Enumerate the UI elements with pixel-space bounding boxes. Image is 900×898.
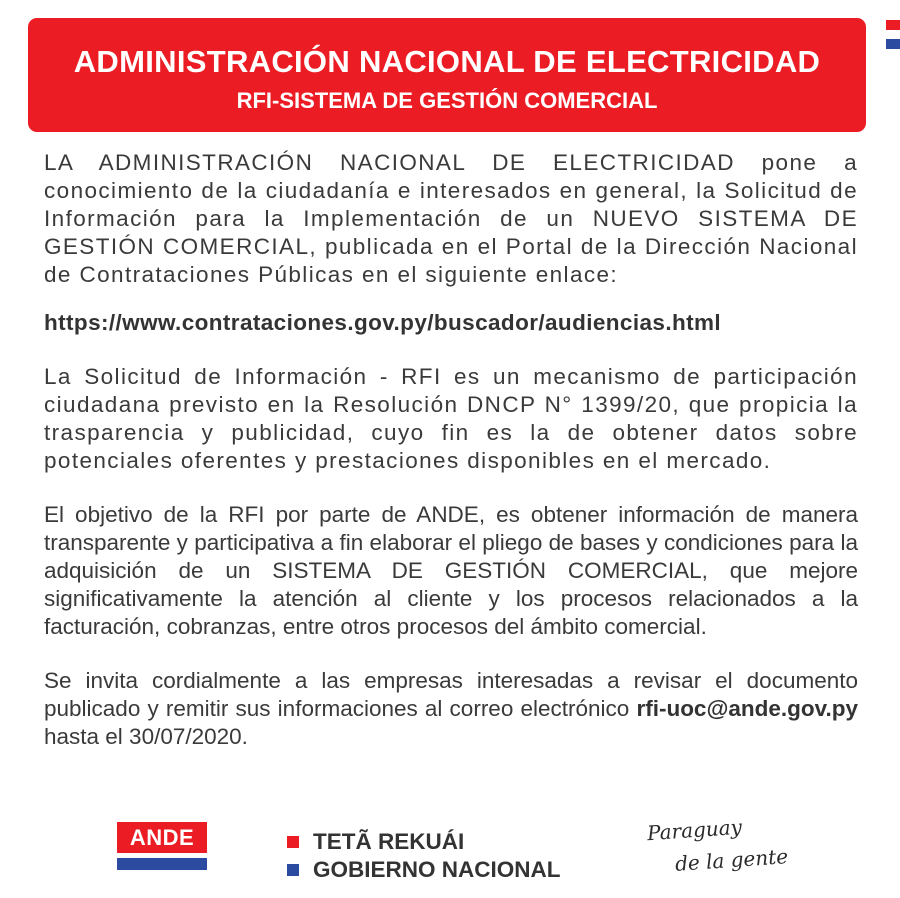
gov-line-2: GOBIERNO NACIONAL [313, 857, 561, 882]
slogan-line-1: Paraguay [646, 814, 743, 846]
portal-link[interactable]: https://www.contrataciones.gov.py/buscador/audiencias.html [44, 310, 722, 335]
paragraph-rfi-definition: La Solicitud de Información - RFI es un mecanismo de participación ciudadana previsto en la Resolución DNCP N° 1399/20, que propicia la trasparencia y publicidad, cuyo fin es la de obtener datos sobre potenciales oferentes y prestaciones disponibles en el mercado. [44, 364, 858, 473]
gov-line-1: TETÃ REKUÁI [313, 829, 465, 854]
flag-stripe-blue [886, 39, 900, 49]
paragraph-intro: LA ADMINISTRACIÓN NACIONAL DE ELECTRICIDAD pone a conocimiento de la ciudadanía e interesados en general, la Solicitud de Información para la Implementación de un NUEVO SISTEMA DE GESTIÓN COMERCIAL, publicada en el Portal de la Dirección Nacional de Contrataciones Públicas en el siguiente enlace: [44, 150, 858, 287]
page-subtitle: RFI-SISTEMA DE GESTIÓN COMERCIAL [236, 88, 658, 113]
slogan-line-2: de la gente [674, 844, 789, 876]
blue-square-icon [287, 864, 299, 876]
paragraph-invitation [44, 667, 858, 751]
page-title: ADMINISTRACIÓN NACIONAL DE ELECTRICIDAD [73, 44, 821, 79]
flag-accent [886, 20, 900, 58]
paragraph-objective: El objetivo de la RFI por parte de ANDE, es obtener información de manera transparente y participativa a fin elaborar el pliego de bases y condiciones para la adquisición de un SISTEMA DE GESTIÓN COMERCIAL, que mejore significativamente la atención al cliente y los procesos relacionados a la facturación, cobranzas, entre otros procesos del ámbito comercial. [44, 502, 858, 639]
red-square-icon [287, 836, 299, 848]
footer [0, 814, 900, 898]
ande-logo [117, 822, 207, 877]
deadline-text: hasta el 30/07/2020. [44, 724, 248, 749]
contact-email[interactable]: rfi-uoc@ande.gov.py [636, 696, 858, 721]
government-logo [287, 828, 561, 884]
header-banner [28, 18, 866, 132]
ande-logo-text: ANDE [117, 822, 207, 853]
invitation-text: Se invita cordialmente a las empresas interesadas a revisar el documento publicado y remitir sus informaciones al correo electrónico [44, 668, 858, 721]
flag-stripe-red [886, 20, 900, 30]
announcement-body [44, 149, 858, 777]
